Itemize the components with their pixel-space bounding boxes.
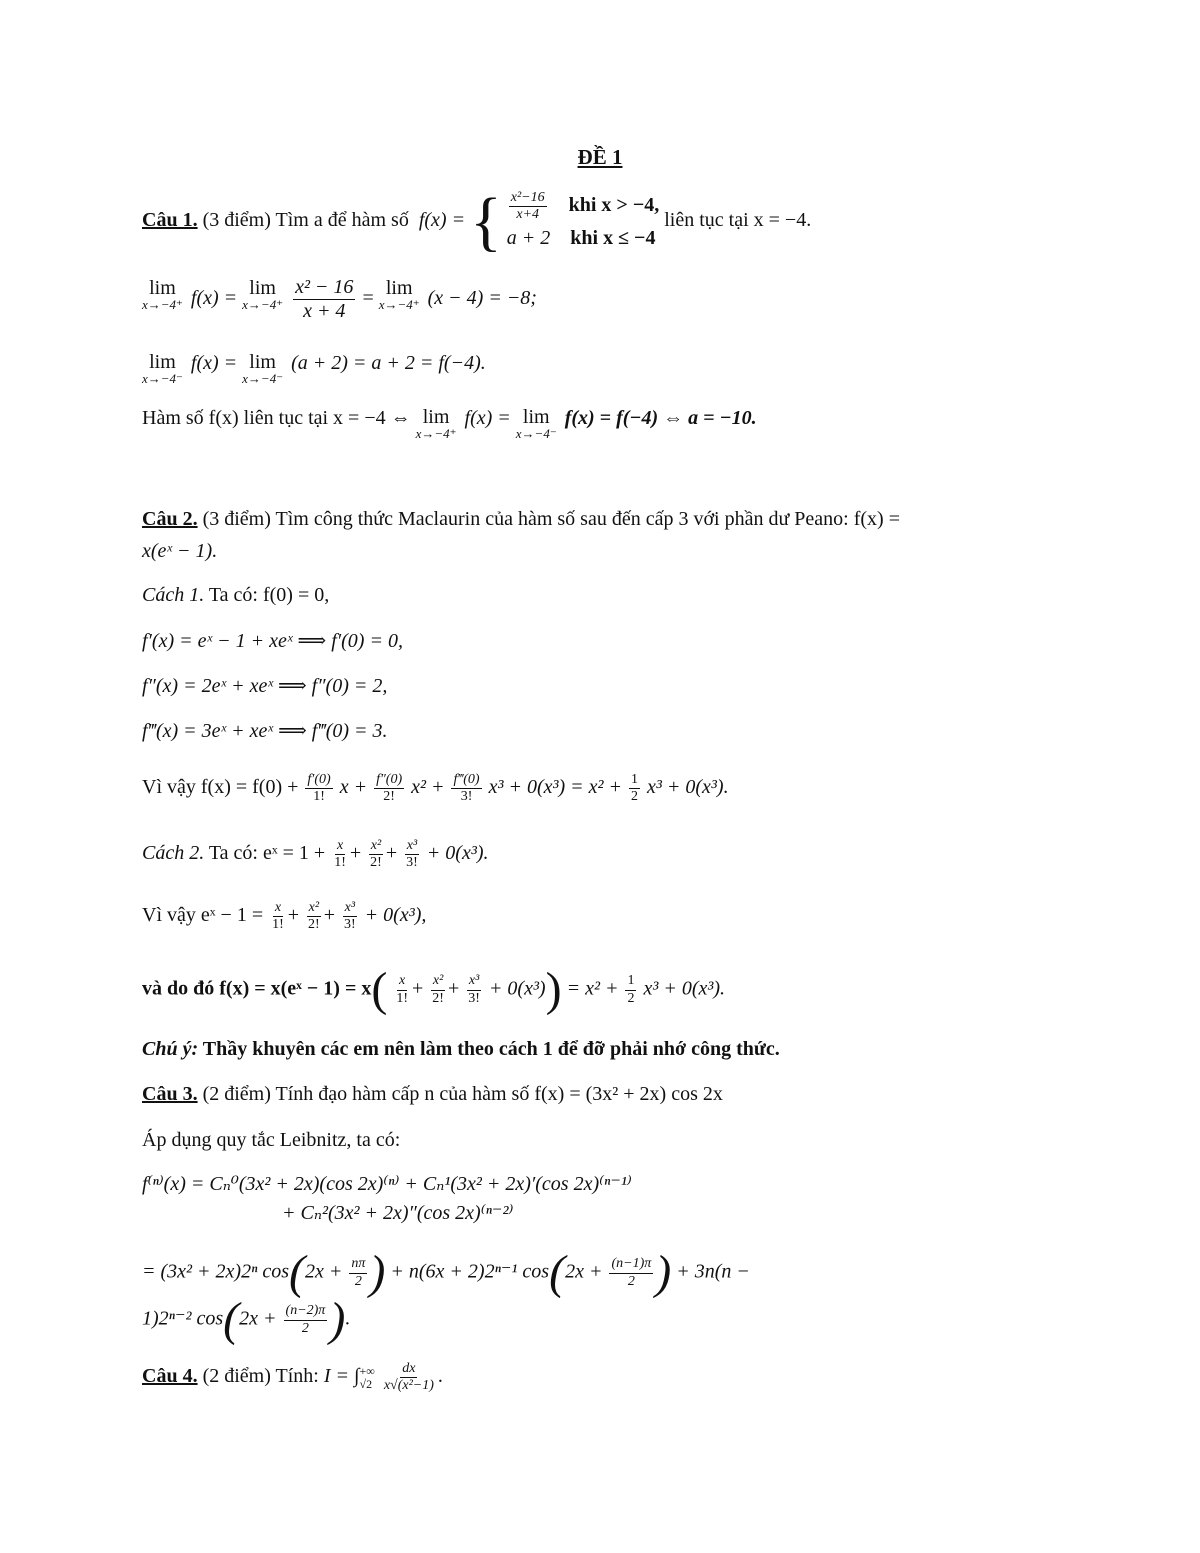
page-title: ĐỀ 1 [577,145,623,169]
q1-line1-b: = [362,287,379,310]
big-paren-left: ( [371,963,388,1016]
q2-vd-a: và do đó f(x) = x(eˣ − 1) = x [142,977,372,1000]
q4-text: (2 điểm) Tính: [202,1365,319,1388]
q2-c2-label: Cách 2. [142,842,205,865]
q2-c1-text: Ta có: f(0) = 0, [208,584,330,606]
integrand: $\frac{dx}{\text{x√(x²−1)}}$ [383,1361,434,1394]
lim-right-2: lim x→−4⁺ [242,277,284,312]
q2-label: Câu 2. [142,508,198,530]
q1-line1-a: f(x) = [190,287,238,310]
q2-taylor-1: Vì vậy f(x) = f(0) + $\frac{f'(0)}{1!}$ x + $\frac{f''(0)}{2!}$ x² + $\frac{f‴(0)}{3!}$ x³ + 0(x³) = x² + $\frac{1}{2}$ x³ + 0(x³). [142,772,729,805]
q1-text-a: (3 điểm) Tìm a để hàm số [202,209,409,232]
q2-derivative-3: f‴(x) = 3eˣ + xeˣ ⟹ f‴(0) = 3. [142,720,388,742]
q2-note [142,1036,780,1062]
frac-half: $\frac{1}{2}$ [631,772,639,805]
q1-line2-b: (a + 2) = a + 2 = f(−4). [291,352,486,374]
q1-fraction: $\frac{\text{x² − 16}}{x + 4}$ [295,276,354,322]
q3-leibniz-2: + Cₙ²(3x² + 2x)″(cos 2x)⁽ⁿ⁻²⁾ [282,1202,514,1224]
q2-vd-line: và do đó f(x) = x(eˣ − 1) = x( $\frac{x}{1!}$ + $\frac{\text{x²}}{2!}$ + $\frac{\text{x³}}{3!}$ + 0(x³)) = x² + $\frac{1}{2}$ x³ + 0(x³). [142,963,726,1016]
q1-line3-a: Hàm số f(x) liên tục tại x = −4 ⇔ [142,407,411,429]
frac-t1: $\frac{x}{1!}$ [334,838,346,871]
q2-derivative-2: f″(x) = 2eˣ + xeˣ ⟹ f″(0) = 2, [142,675,388,697]
lim-left-2: lim x→−4⁻ [242,351,284,386]
q1-line3 [142,405,757,439]
q1-fx: f(x) = [418,209,466,232]
q4-label: Câu 4. [142,1365,198,1388]
case1-condition: khi x > −4, [568,194,660,217]
frac-f3: $\frac{f‴(0)}{3!}$ [453,772,480,805]
integral-upper: +∞ [359,1363,375,1378]
q1-line3-c: f(x) = f(−4) ⇔ a = −10. [564,407,757,429]
q3-result-2: 1)2ⁿ⁻² cos(2x + $\frac{(n-2)\pi}{2}$ ). [142,1293,351,1346]
q3-text: (2 điểm) Tính đạo hàm cấp n của hàm số f(x) = (3x² + 2x) cos 2x [202,1083,723,1105]
q2-c1-label: Cách 1. [142,584,205,606]
q1-statement [142,184,812,258]
note-label: Chú ý: [142,1038,199,1060]
frac-t2: $\frac{\text{x²}}{2!}$ [370,838,382,871]
lim-left-3: lim x→−4⁻ [515,406,557,441]
q3-label: Câu 3. [142,1083,198,1105]
q1-text-b: liên tục tại x = −4. [664,209,812,232]
piecewise-cases [507,190,659,253]
q4-statement: Câu 4. (2 điểm) Tính: I = ∫ +∞ √2 $\frac{dx}{\text{x√(x²−1)}}$ . [142,1361,443,1394]
big-paren-right: ) [545,963,562,1016]
lim-right: lim x→−4⁺ [142,277,183,312]
q1-line3-b: f(x) = [464,407,511,429]
frac-f2: $\frac{f''(0)}{2!}$ [376,772,403,805]
note-text: Thầy khuyên các em nên làm theo cách 1 để đỡ phải nhớ công thức. [202,1038,780,1060]
integral-lower: √2 [359,1376,373,1391]
q2-statement [142,506,900,532]
q1-line1-c: (x − 4) = −8; [427,287,537,310]
lim-left: lim x→−4⁻ [142,351,183,386]
q2-text2: x(eˣ − 1). [142,540,218,562]
left-brace: { [470,184,502,258]
frac-t3: $\frac{\text{x³}}{3!}$ [406,838,418,871]
q3-result-1: = (3x² + 2x)2ⁿ cos(2x + $\frac{n\pi}{2}$ ) + n(6x + 2)2ⁿ⁻¹ cos(2x + $\frac{(n-1)\pi}{2}$ ) + 3n(n − [142,1246,750,1299]
lim-right-3: lim x→−4⁺ [378,277,420,312]
case2-value: a + 2 [506,227,551,250]
lim-right-4: lim x→−4⁺ [415,406,457,441]
q1-line1 [142,276,537,323]
q2-c2-line: Cách 2. Ta có: eˣ = 1 + $\frac{x}{1!}$ + $\frac{\text{x²}}{2!}$ + $\frac{\text{x³}}{3!}$ + 0(x³). [142,838,489,871]
q3-leibniz-1: f⁽ⁿ⁾(x) = Cₙ⁰(3x² + 2x)(cos 2x)⁽ⁿ⁾ + Cₙ¹(3x² + 2x)′(cos 2x)⁽ⁿ⁻¹⁾ [142,1173,632,1195]
q2-vv2-line: Vì vậy eˣ − 1 = $\frac{x}{1!}$ + $\frac{\text{x²}}{2!}$ + $\frac{\text{x³}}{3!}$ + 0(x³), [142,900,427,933]
q1-line2-a: f(x) = [190,352,238,374]
q2-derivative-1: f′(x) = eˣ − 1 + xeˣ ⟹ f′(0) = 0, [142,630,403,652]
q2-text: (3 điểm) Tìm công thức Maclaurin của hàm số sau đến cấp 3 với phần dư Peano: f(x) = [202,508,900,530]
case1-fraction: $\frac{\text{x²−16}}{x+4}$ [510,190,545,223]
q2-c1-line [142,582,329,608]
frac-f1: $\frac{f'(0)}{1!}$ [307,772,331,805]
integral-sign: I = ∫ [323,1365,360,1388]
q3-statement [142,1081,723,1107]
case2-condition: khi x ≤ −4 [570,227,656,250]
q3-apply: Áp dụng quy tắc Leibnitz, ta có: [142,1129,401,1151]
q1-line2 [142,350,486,384]
q1-label: Câu 1. [142,209,198,232]
